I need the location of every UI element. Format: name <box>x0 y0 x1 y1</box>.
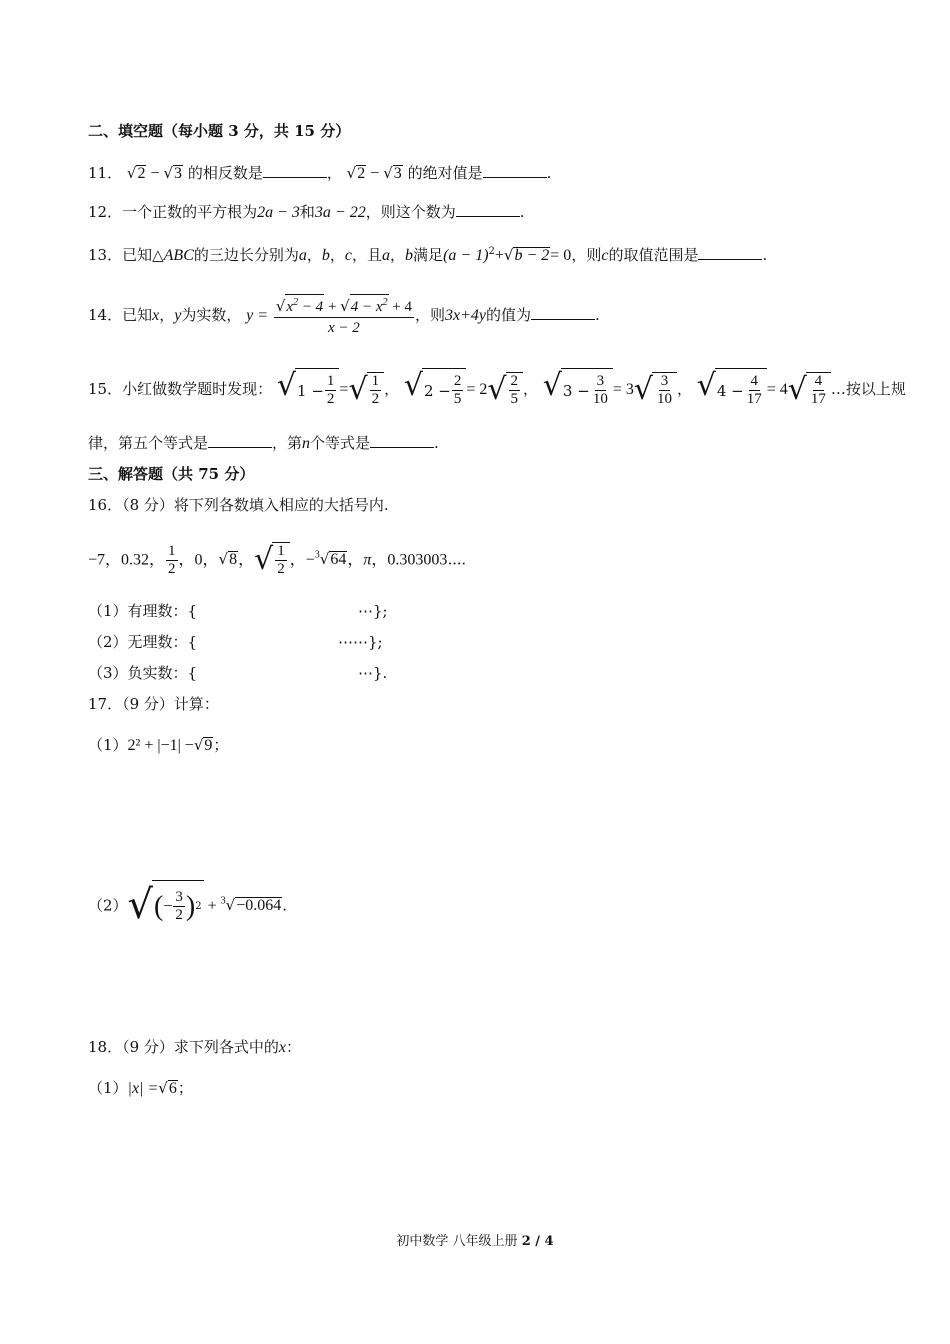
section-3-heading: 三、解答题（共 75 分） <box>88 465 255 483</box>
q13-text-1: 已知△ <box>122 246 164 264</box>
q13-eq-plus: + <box>494 247 504 264</box>
q14-y-eq: y = <box>246 307 269 324</box>
q11-text-1: 的相反数是 <box>187 164 263 182</box>
q16-num-2: ，0， <box>178 551 219 569</box>
q13-var-b: b <box>321 247 330 264</box>
q15-end: . <box>434 434 439 452</box>
q15-blank-1[interactable] <box>208 433 272 448</box>
q14-text-3: ，则 <box>414 306 445 324</box>
q16-pi: π <box>363 551 372 569</box>
q12-expr-1: 2a − 3 <box>257 204 300 221</box>
q13-var-c2: c <box>601 247 609 264</box>
q16-category-2 <box>88 631 890 653</box>
q14-blank[interactable] <box>531 305 595 320</box>
q13-blank[interactable] <box>698 245 762 260</box>
q13-text-2: 的三边长分别为 <box>193 246 299 264</box>
q13-end: . <box>762 246 768 264</box>
q13-text-4: 满足 <box>413 246 444 264</box>
footer-text: 初中数学 八年级上册 <box>396 1234 522 1249</box>
q16-c3-end: ⋯}. <box>358 664 388 682</box>
q15-blank-2[interactable] <box>370 433 434 448</box>
q18-title-line <box>88 1036 890 1059</box>
q15-eq-2: √ 2 − $\frac{2}{5}$ <box>404 368 467 413</box>
q13-var-a2: a <box>382 247 391 264</box>
q17-title: 17．（9 分）计算： <box>88 695 219 713</box>
q11-blank-1[interactable] <box>263 163 327 178</box>
q18-p1-sqrt6: √6 <box>158 1079 177 1097</box>
q11-blank-2[interactable] <box>483 163 547 178</box>
page-footer <box>0 1230 950 1249</box>
q18-var-x: x <box>278 1039 287 1056</box>
q15-number: 15． <box>88 380 123 398</box>
q17-part-2: （2） √ ( − $\frac{3}{2}$ ) 2 + $^3$√−0.064. <box>88 876 890 933</box>
q18-p1-label: （1） <box>88 1079 128 1097</box>
q16-sqrt-half: √ $\frac{1}{2}$ <box>254 542 290 578</box>
q13-text-5: ，则 <box>571 246 602 264</box>
q17-p2-root: √ ( − $\frac{3}{2}$ ) 2 <box>128 880 204 933</box>
q18-part-1 <box>88 1077 890 1100</box>
q14-numerator: $√x^2 - 4 + √4 - x^2 + 4$ <box>274 294 414 318</box>
q14-number: 14． <box>88 306 123 324</box>
q15-text-1: 小红做数学题时发现： <box>122 380 273 398</box>
q17-p1-label: （1） <box>88 736 128 754</box>
question-11 <box>88 162 890 185</box>
q11-text-2: 的绝对值是 <box>407 164 483 182</box>
q16-c1-label: （1）有理数：{ <box>88 602 198 620</box>
q16-c2-label: （2）无理数：{ <box>88 633 198 651</box>
q12-text-2: 和 <box>299 203 315 221</box>
q13-abc: ABC <box>163 247 194 264</box>
q12-end: . <box>519 203 525 221</box>
q16-num-last: ，0.303003⋯. <box>371 551 466 569</box>
q16-c3-label: （3）负实数：{ <box>88 664 198 682</box>
question-12 <box>88 201 890 224</box>
q16-minus: − <box>305 551 315 569</box>
question-15-cont <box>88 432 890 455</box>
q13-eq-3: = 0 <box>550 247 572 264</box>
q18-p1-end: ； <box>177 1079 193 1097</box>
q14-var-y: y <box>174 307 182 324</box>
q13-sep-3: ， <box>390 246 406 264</box>
q17-p1-end: ； <box>213 736 229 754</box>
q16-num-1: −7，0.32， <box>88 551 166 569</box>
q17-part-1 <box>88 734 890 757</box>
q11-expr-1: √2 − √3 <box>126 164 183 182</box>
q11-end: . <box>546 164 552 182</box>
q14-numerator-tail: + 4 <box>392 299 412 315</box>
q16-title: 16．（8 分）将下列各数填入相应的大括号内. <box>88 496 389 514</box>
q12-text-1: 一个正数的平方根为 <box>122 203 258 221</box>
q13-text-6: 的取值范围是 <box>608 246 699 264</box>
section-2-heading: 二、填空题（每小题 3 分，共 15 分） <box>88 122 351 140</box>
q15-eq-4: √ 4 − $\frac{4}{17}$ <box>697 368 767 413</box>
q15-text-2: …按以上规 <box>830 380 906 398</box>
q16-sep-3: ， <box>347 551 364 569</box>
question-14 <box>88 293 890 338</box>
q15-text-3: 律，第五个等式是 <box>88 434 209 452</box>
q15-text-4: ，第 <box>272 434 303 452</box>
q13-var-a: a <box>298 247 307 264</box>
q14-var-x: x <box>152 307 160 324</box>
q16-category-1 <box>88 600 890 622</box>
q13-text-3: ，且 <box>352 246 383 264</box>
q12-number: 12． <box>88 203 123 221</box>
q18-p1-expr: |x| = <box>127 1080 159 1097</box>
q15-eq-3: √ 3 − $\frac{3}{10}$ <box>543 368 613 413</box>
q13-var-c: c <box>344 247 353 264</box>
q12-expr-2: 3a − 22 <box>314 204 366 221</box>
q14-end: . <box>595 306 600 324</box>
q11-sep: ， <box>326 164 342 182</box>
q16-c2-end: ⋯⋯}; <box>338 633 383 651</box>
q16-category-3 <box>88 662 890 684</box>
q16-cbrt64: $^3$√64 <box>314 550 347 569</box>
q15-eq-1: √ 1 − $\frac{1}{2}$ <box>277 368 340 413</box>
q16-c1-end: ⋯}; <box>358 602 388 620</box>
q17-p2-end: . <box>282 896 288 915</box>
q15-var-n: n <box>302 435 311 452</box>
q17-p2-label: （2） <box>88 896 128 915</box>
q11-number: 11． <box>88 164 123 182</box>
q12-text-3: ，则这个数为 <box>365 203 456 221</box>
q11-expr-2: √2 − √3 <box>346 164 402 182</box>
q16-sep-2: ， <box>289 551 306 569</box>
q14-expr: 3x+4y <box>444 307 486 324</box>
q13-sep-1: ， <box>306 246 322 264</box>
q17-p2-cbrt: $^3$√−0.064 <box>220 896 282 915</box>
q16-frac-half: $\frac{1}{2}$ <box>168 542 176 577</box>
q14-text-1: 已知 <box>122 306 153 324</box>
q14-denominator: x − 2 <box>328 320 360 336</box>
q16-numbers <box>88 534 890 582</box>
q15-text-5: 个等式是 <box>310 434 371 452</box>
q13-var-b2: b <box>405 247 414 264</box>
q16-sqrt8: √8 <box>218 550 238 569</box>
q16-sep-1: ， <box>238 551 255 569</box>
q18-title: 18．（9 分）求下列各式中的 <box>88 1038 279 1056</box>
q13-eq-1: (a − 1) <box>443 247 489 264</box>
q13-sep-2: ， <box>329 246 345 264</box>
q12-blank[interactable] <box>456 202 520 217</box>
q14-fraction <box>274 294 414 338</box>
q13-number: 13． <box>88 246 123 264</box>
q14-text-4: 的值为 <box>485 306 531 324</box>
q17-p1-sqrt9: √9 <box>193 736 213 754</box>
q18-colon: ： <box>286 1038 302 1056</box>
question-15: 15．小红做数学题时发现： √ 1 − $\frac{1}{2}$ = √ $\frac{1}{2}$ ， √ 2 − $\frac{2}{5}$ = 2 √ $\frac{2}{5}$ ， √ 3 − $\frac{3}{10}$ = 3 √ $\frac{3}{10}$ ， √ 4 − $\frac{4}{17}$ = 4 √ $\frac{4}{17}$ …按以上规 <box>88 367 890 413</box>
q14-text-2: 为实数， <box>181 306 242 324</box>
q13-eq-root: √b − 2 <box>503 246 550 264</box>
page-number: 2 / 4 <box>521 1234 554 1249</box>
q14-sep: ， <box>159 306 175 324</box>
question-13: 13．已知△ABC的三边长分别为a，b，c，且a，b满足$(a - 1)^2+√b - 2= 0$，则c的取值范围是 . <box>88 246 768 264</box>
q17-p1-expr: 2² + |−1| − <box>127 737 194 754</box>
